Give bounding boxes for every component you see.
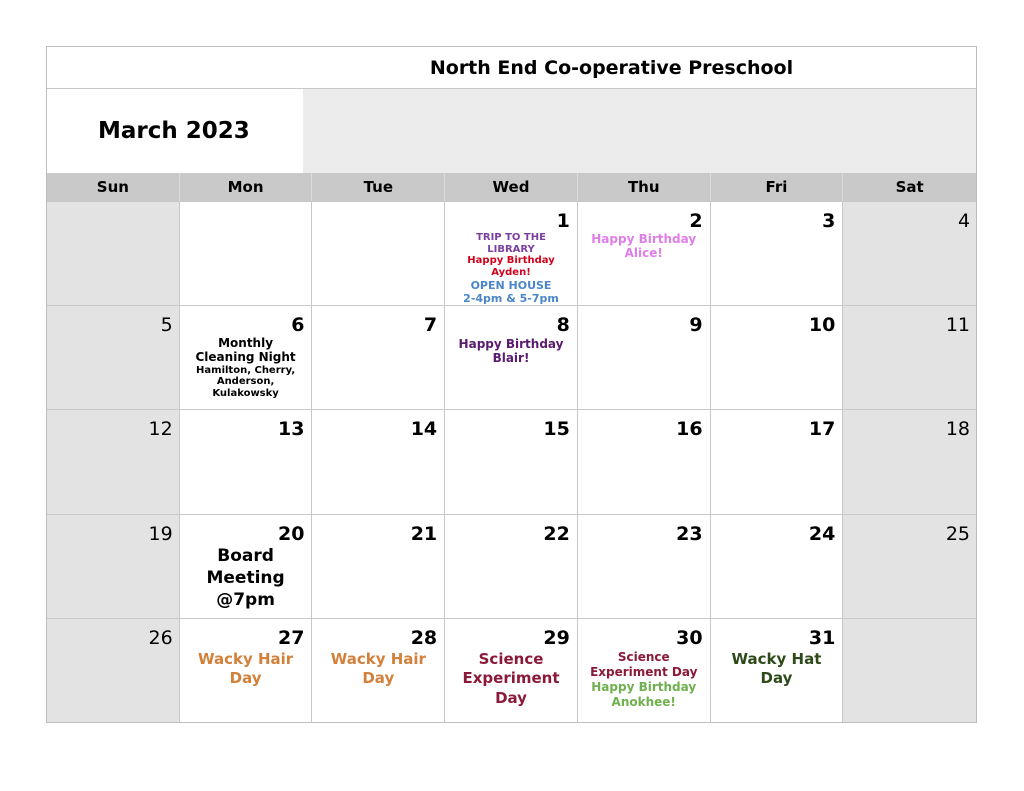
day-number: 15 bbox=[543, 418, 570, 441]
day-cell bbox=[445, 515, 578, 618]
event-birthday-blair: Happy Birthday Blair! bbox=[458, 337, 564, 365]
day-number: 9 bbox=[689, 314, 703, 337]
event-wacky-hair-day: Wacky Hair Day bbox=[330, 649, 426, 688]
day-cell-mar-27 bbox=[180, 619, 313, 722]
weekday-header bbox=[47, 173, 976, 201]
day-number: 22 bbox=[543, 522, 570, 545]
day-cell bbox=[578, 515, 711, 618]
week-row bbox=[47, 305, 976, 409]
day-cell-mar-6 bbox=[180, 306, 313, 409]
event-science-experiment-day: Science Experiment Day bbox=[462, 649, 560, 707]
day-cell bbox=[843, 306, 976, 409]
day-number: 24 bbox=[808, 522, 836, 545]
day-cell bbox=[445, 410, 578, 513]
event-wacky-hat-day: Wacky Hat Day bbox=[731, 649, 822, 688]
weekday-thu: Thu bbox=[578, 173, 711, 201]
event-cleaning-families: Hamilton, Cherry, Anderson, Kulakowsky bbox=[196, 364, 296, 399]
event-birthday-alice: Happy Birthday Alice! bbox=[591, 232, 697, 260]
day-cell bbox=[312, 202, 445, 305]
day-cell bbox=[47, 515, 180, 618]
weekday-fri: Fri bbox=[711, 173, 844, 201]
day-number: 25 bbox=[945, 522, 971, 545]
day-number: 21 bbox=[410, 522, 438, 545]
day-cell bbox=[711, 202, 844, 305]
day-cell-mar-29 bbox=[445, 619, 578, 722]
month-banner-fill bbox=[303, 89, 976, 173]
day-cell-mar-31 bbox=[711, 619, 844, 722]
day-number: 8 bbox=[556, 314, 570, 337]
week-row bbox=[47, 514, 976, 618]
event-library-trip: TRIP TO THE LIBRARY bbox=[476, 232, 546, 255]
day-number: 17 bbox=[808, 418, 836, 441]
weekday-mon: Mon bbox=[180, 173, 313, 201]
day-cell bbox=[47, 306, 180, 409]
day-number: 12 bbox=[148, 418, 173, 441]
week-row bbox=[47, 201, 976, 305]
day-number: 16 bbox=[676, 418, 703, 441]
day-number: 14 bbox=[410, 418, 438, 441]
day-cell bbox=[711, 515, 844, 618]
day-number: 1 bbox=[556, 210, 570, 232]
weekday-sun: Sun bbox=[47, 173, 180, 201]
day-cell-mar-30 bbox=[578, 619, 711, 722]
day-number: 11 bbox=[945, 314, 971, 337]
day-number: 20 bbox=[277, 522, 305, 545]
day-cell bbox=[843, 619, 976, 722]
day-number: 2 bbox=[689, 210, 703, 232]
day-cell bbox=[843, 410, 976, 513]
day-cell bbox=[47, 619, 180, 722]
day-cell bbox=[180, 410, 313, 513]
day-number: 4 bbox=[957, 210, 971, 232]
school-name: North End Co-operative Preschool bbox=[47, 47, 976, 89]
day-number: 10 bbox=[808, 314, 836, 337]
day-number: 7 bbox=[423, 314, 438, 337]
day-number: 23 bbox=[676, 522, 703, 545]
day-cell bbox=[843, 202, 976, 305]
event-wacky-hair-day: Wacky Hair Day bbox=[197, 649, 294, 688]
day-cell-mar-28 bbox=[312, 619, 445, 722]
day-cell-mar-8 bbox=[445, 306, 578, 409]
day-number: 26 bbox=[148, 626, 173, 649]
event-science-experiment-day: Science Experiment Day bbox=[590, 649, 698, 679]
day-cell bbox=[578, 410, 711, 513]
event-birthday-anokhee: Happy Birthday Anokhee! bbox=[591, 679, 697, 709]
day-number: 31 bbox=[808, 626, 836, 649]
day-cell bbox=[312, 515, 445, 618]
event-board-meeting: Board Meeting @7pm bbox=[206, 545, 285, 610]
day-cell bbox=[578, 306, 711, 409]
day-cell bbox=[312, 410, 445, 513]
day-cell bbox=[47, 410, 180, 513]
day-number: 30 bbox=[676, 626, 703, 649]
day-cell-mar-2 bbox=[578, 202, 711, 305]
weekday-tue: Tue bbox=[312, 173, 445, 201]
day-cell bbox=[180, 202, 313, 305]
calendar bbox=[46, 46, 977, 723]
day-cell bbox=[843, 515, 976, 618]
day-cell-mar-20 bbox=[180, 515, 313, 618]
day-cell bbox=[47, 202, 180, 305]
event-cleaning-night: Monthly Cleaning Night bbox=[195, 336, 296, 364]
event-open-house-times: 2-4pm & 5-7pm bbox=[463, 291, 559, 305]
weekday-sat: Sat bbox=[895, 178, 924, 196]
day-number: 5 bbox=[160, 314, 173, 337]
day-number: 19 bbox=[148, 522, 173, 545]
day-number: 28 bbox=[410, 626, 438, 649]
calendar-grid bbox=[47, 201, 976, 722]
day-cell-mar-1 bbox=[445, 202, 578, 305]
day-number: 13 bbox=[277, 418, 305, 441]
week-row bbox=[47, 409, 976, 513]
day-cell bbox=[711, 306, 844, 409]
event-birthday-ayden: Happy Birthday Ayden! bbox=[467, 255, 555, 278]
weekday-wed: Wed bbox=[445, 173, 578, 201]
event-open-house: OPEN HOUSE bbox=[470, 279, 552, 292]
day-number: 6 bbox=[291, 314, 305, 337]
week-row bbox=[47, 618, 976, 722]
day-cell bbox=[312, 306, 445, 409]
day-cell bbox=[711, 410, 844, 513]
day-number: 29 bbox=[543, 626, 570, 649]
day-number: 3 bbox=[822, 210, 836, 232]
month-title: March 2023 bbox=[98, 118, 250, 144]
day-number: 18 bbox=[945, 418, 971, 441]
day-number: 27 bbox=[277, 626, 305, 649]
month-row bbox=[47, 89, 976, 173]
